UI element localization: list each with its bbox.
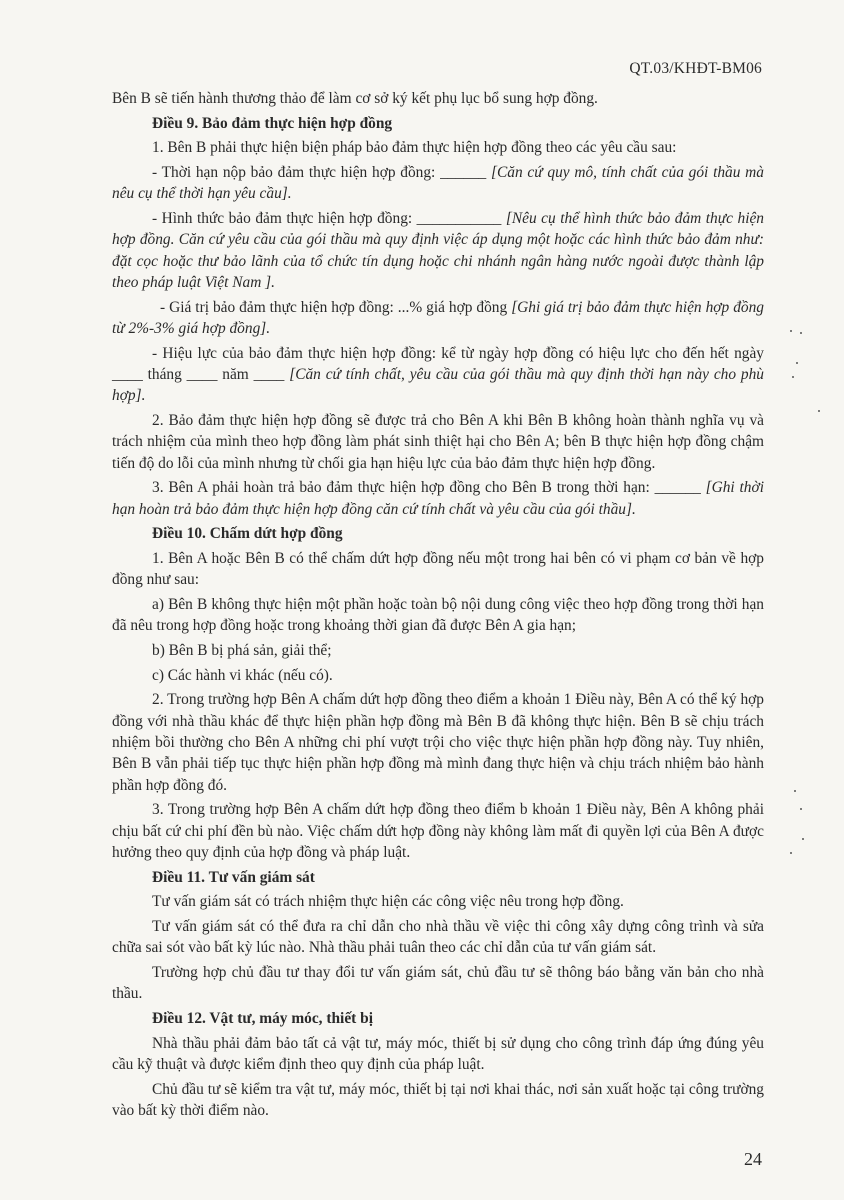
document-body xyxy=(112,88,764,1125)
page-number: 24 xyxy=(744,1149,762,1169)
scan-speck xyxy=(800,332,802,334)
paragraph: c) Các hành vi khác (nếu có). xyxy=(152,666,333,684)
paragraph: 2. Trong trường hợp Bên A chấm dứt hợp đồng theo điểm a khoản 1 Điều này, Bên A có thể ký hợp đồng với nhà thầu khác để thực hiện phần hợp đồng mà Bên B đã không thực hiện. Bên B sẽ chịu trách nhiệm bồi thường cho Bên A những chi phí vượt trội cho việc thực hiện phần hợp đồng này. Tuy nhiên, Bên B vẫn phải tiếp tục thực hiện phần hợp đồng mà mình đang thực hiện và chịu trách nhiệm bảo hành phần hợp đồng đó. xyxy=(112,691,764,794)
document-code: QT.03/KHĐT-BM06 xyxy=(629,60,762,77)
article-12-heading: Điều 12. Vật tư, máy móc, thiết bị xyxy=(152,1010,373,1027)
italic-note: [Ghi thời hạn hoàn trả bảo đảm thực hiện hợp đồng căn cứ tính chất và yêu cầu của gói thầu]. xyxy=(112,479,764,518)
text: 3. Bên A phải hoàn trả bảo đảm thực hiện hợp đồng cho Bên B trong thời hạn: ______ xyxy=(152,479,701,497)
paragraph: Nhà thầu phải đảm bảo tất cả vật tư, máy móc, thiết bị sử dụng cho công trình đáp ứng đúng yêu cầu kỹ thuật và được kiểm định theo quy định của pháp luật. xyxy=(112,1034,764,1073)
text: - Thời hạn nộp bảo đảm thực hiện hợp đồng: ______ xyxy=(152,163,487,181)
paragraph: 1. Bên B phải thực hiện biện pháp bảo đảm thực hiện hợp đồng theo các yêu cầu sau: xyxy=(152,139,677,157)
article-10-heading: Điều 10. Chấm dứt hợp đồng xyxy=(152,525,343,543)
scan-speck xyxy=(800,808,802,810)
italic-note: [Ghi giá trị bảo đảm thực hiện hợp đồng từ 2%-3% giá hợp đồng]. xyxy=(112,298,764,337)
paragraph: Tư vấn giám sát có thể đưa ra chỉ dẫn cho nhà thầu về việc thi công xây dựng công trình và sửa chữa sai sót vào bất kỳ lúc nào. Nhà thầu phải tuân theo các chỉ dẫn của tư vấn giám sát. xyxy=(112,918,764,957)
paragraph: a) Bên B không thực hiện một phần hoặc toàn bộ nội dung công việc theo hợp đồng trong thời hạn đã nêu trong hợp đồng hoặc trong khoảng thời gian đã được Bên A gia hạn; xyxy=(112,596,764,635)
article-11-heading: Điều 11. Tư vấn giám sát xyxy=(152,868,315,886)
scan-speck xyxy=(792,376,794,378)
paragraph: 1. Bên A hoặc Bên B có thể chấm dứt hợp đồng nếu một trong hai bên có vi phạm cơ bản về hợp đồng như sau: xyxy=(112,550,764,589)
paragraph xyxy=(112,343,764,407)
paragraph: 2. Bảo đảm thực hiện hợp đồng sẽ được trả cho Bên A khi Bên B không hoàn thành nghĩa vụ và trách nhiệm của mình theo hợp đồng làm phát sinh thiệt hại cho Bên A; bên B thực hiện hợp đồng chậm tiến độ do lỗi của mình nhưng từ chối gia hạn hiệu lực của bảo đảm thực hiện hợp đồng. xyxy=(112,412,764,472)
paragraph: 3. Trong trường hợp Bên A chấm dứt hợp đồng theo điểm b khoản 1 Điều này, Bên A không phải chịu bất cứ chi phí đền bù nào. Việc chấm dứt hợp đồng này không làm mất đi quyền lợi của Bên A được hưởng theo quy định của hợp đồng và pháp luật. xyxy=(112,801,764,862)
scan-speck xyxy=(790,852,792,854)
italic-note: [Căn cứ quy mô, tính chất của gói thầu mà nêu cụ thể thời hạn yêu cầu]. xyxy=(112,163,764,203)
article-9-heading: Điều 9. Bảo đảm thực hiện hợp đồng xyxy=(152,114,393,132)
paragraph xyxy=(112,477,764,520)
text: - Hình thức bảo đảm thực hiện hợp đồng: ___________ xyxy=(152,209,502,227)
paragraph xyxy=(112,208,764,294)
italic-note: [Căn cứ tính chất, yêu cầu của gói thầu mà quy định thời hạn này cho phù hợp]. xyxy=(112,366,764,405)
scan-speck xyxy=(794,790,796,792)
paragraph: b) Bên B bị phá sản, giải thể; xyxy=(152,642,332,659)
paragraph: Chủ đầu tư sẽ kiểm tra vật tư, máy móc, thiết bị tại nơi khai thác, nơi sản xuất hoặc tại công trường vào bất kỳ thời điểm nào. xyxy=(112,1080,764,1119)
text: - Giá trị bảo đảm thực hiện hợp đồng: ...% giá hợp đồng xyxy=(160,298,508,316)
paragraph xyxy=(112,297,764,340)
scan-speck xyxy=(790,330,792,332)
paragraph xyxy=(112,162,764,205)
paragraph: Tư vấn giám sát có trách nhiệm thực hiện các công việc nêu trong hợp đồng. xyxy=(152,893,624,911)
scan-speck xyxy=(818,410,820,412)
scan-speck xyxy=(802,838,804,840)
paragraph: Trường hợp chủ đầu tư thay đổi tư vấn giám sát, chủ đầu tư sẽ thông báo bằng văn bản cho nhà thầu. xyxy=(112,964,764,1003)
italic-note: [Nêu cụ thể hình thức bảo đảm thực hiện hợp đồng. Căn cứ yêu cầu của gói thầu mà quy định việc áp dụng một hoặc các hình thức bảo đảm như: đặt cọc hoặc thư bảo lãnh của tổ chức tín dụng hoặc chi nhánh ngân hàng nước ngoài được thành lập theo pháp luật Việt Nam ]. xyxy=(112,209,764,291)
paragraph: Bên B sẽ tiến hành thương thảo để làm cơ sở ký kết phụ lục bổ sung hợp đồng. xyxy=(112,90,598,107)
text: - Hiệu lực của bảo đảm thực hiện hợp đồng: kể từ ngày hợp đồng có hiệu lực cho đến hết ngày ____ tháng ____ năm ____ xyxy=(112,344,764,383)
scan-speck xyxy=(796,362,798,364)
